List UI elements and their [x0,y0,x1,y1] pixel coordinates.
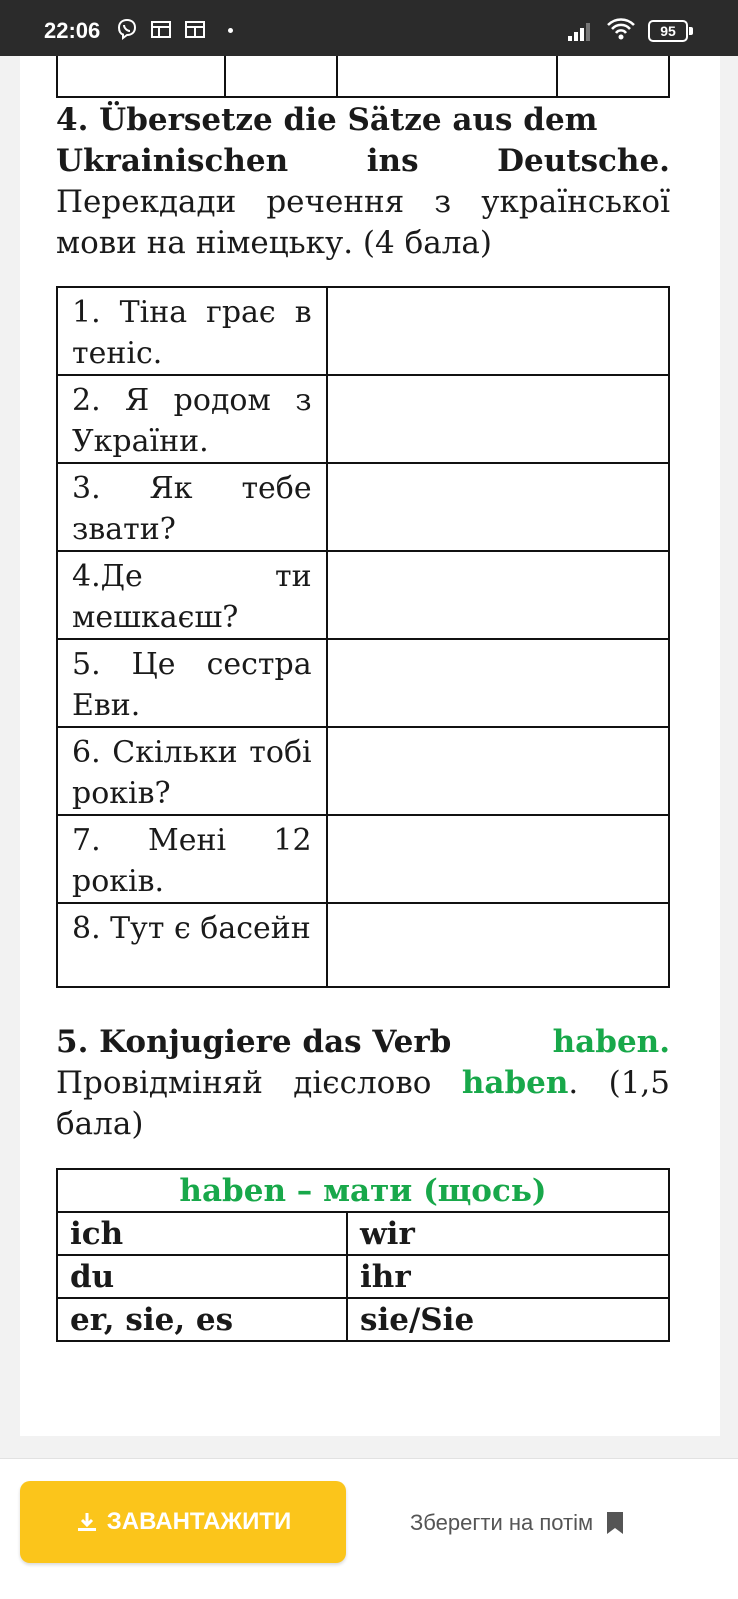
exercise5-verb: haben. [552,1024,670,1060]
sentence-cell: 5. Це сестра Еви. [57,639,327,727]
table-row [57,815,669,903]
pronoun-cell: ich [57,1212,347,1255]
exercise4-title-line1: 4. Übersetze die Sätze aus dem [56,102,598,138]
answer-cell [327,463,669,551]
download-icon [75,1510,99,1534]
table-row [57,903,669,987]
bottom-action-bar [0,1458,738,1599]
exercise4-instruction: Перекдади речення з української мови на німецьку. (4 бала) [56,184,670,261]
pronoun-cell: wir [347,1212,669,1255]
exercise4-title-line2: Ukrainischen ins Deutsche. [56,143,670,179]
exercise5-heading [56,1022,670,1145]
signal-icon [566,20,596,42]
table-row [57,1169,669,1212]
answer-cell [327,287,669,375]
conjugation-header: haben – мати (щось) [57,1169,669,1212]
table-row [57,1255,669,1298]
table-row [57,375,669,463]
pronoun-cell: sie/Sie [347,1298,669,1341]
calendar-icon-2 [184,18,206,40]
table-row [57,463,669,551]
answer-cell [327,639,669,727]
table-row [57,1212,669,1255]
table-row [57,1298,669,1341]
download-button[interactable] [20,1481,346,1563]
bookmark-icon [605,1510,625,1536]
table-row [57,551,669,639]
sentence-cell: 3. Як тебе звати? [57,463,327,551]
answer-cell [327,815,669,903]
calendar-icon [150,18,172,40]
exercise4-heading [56,100,670,264]
wifi-icon [606,17,636,41]
sentence-cell: 4.Де ти мешкаєш? [57,551,327,639]
viber-icon [116,18,138,40]
sentence-cell: 8. Тут є басейн [57,903,327,987]
exercise5-title: 5. Konjugiere das Verb [56,1024,452,1060]
table-row [57,639,669,727]
pronoun-cell: du [57,1255,347,1298]
table-row [57,727,669,815]
conjugation-table [56,1168,670,1342]
pronoun-cell: ihr [347,1255,669,1298]
answer-cell [327,727,669,815]
answer-cell [327,903,669,987]
translation-table [56,286,670,988]
sentence-cell: 1. Тіна грає в теніс. [57,287,327,375]
pronoun-cell: er, sie, es [57,1298,347,1341]
table-row [57,287,669,375]
status-time: 22:06 [44,18,101,43]
save-later-label: Зберегти на потім [410,1510,594,1535]
battery-indicator: 95 [648,20,688,42]
answer-cell [327,551,669,639]
status-bar [0,0,738,56]
save-later-button[interactable] [410,1503,625,1543]
sentence-cell: 2. Я родом з України. [57,375,327,463]
sentence-cell: 6. Скільки тобі років? [57,727,327,815]
answer-cell [327,375,669,463]
exercise5-instruction: Провідміняй дієслово haben. (1,5 бала) [56,1065,670,1142]
download-label: ЗАВАНТАЖИТИ [106,1508,292,1535]
sentence-cell: 7. Мені 12 років. [57,815,327,903]
notification-dot-icon [228,28,233,33]
previous-table-fragment [56,56,670,98]
